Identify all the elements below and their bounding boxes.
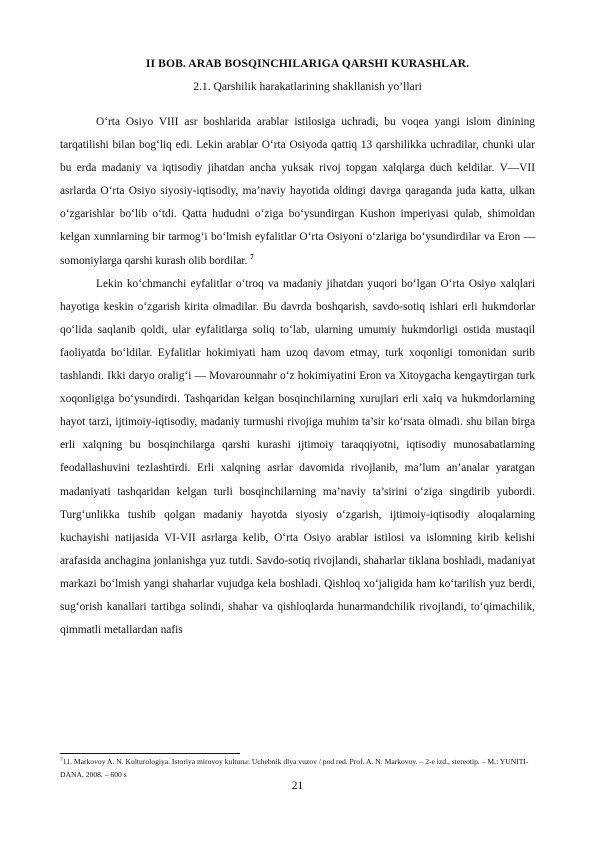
footnote-separator xyxy=(60,753,240,754)
footnote-text: 11. Markovoy A. N. Kulturologiya. Istoriya mirovoy kulturы: Uchebnik dlya vuzov / pod red. Prof. A. N. Markovoy. – 2-e izd., stereotip. – M.: YUNITI-DANA, 2008. – 600 s xyxy=(60,757,529,779)
footnote-marker: 7 xyxy=(60,757,63,763)
section-subheading: 2.1. Qarshilik harakatlarining shakllanish yo’llari xyxy=(193,80,422,93)
footnote-reference[interactable]: 7 xyxy=(250,252,254,261)
paragraph-2 xyxy=(60,273,535,643)
paragraph-1 xyxy=(60,111,535,273)
paragraph-1-text: O‘rta Osiyo VIII asr boshlarida arablar istilosiga uchradi, bu voqea yangi islom dinining tarqatilishi bilan bog‘liq edi. Lekin arablar O‘rta Osiyoda qattiq 13 qarshilikka uchradilar, chunki ular bu erda madaniy va iqtisodiy jihatdan ancha yuksak rivoj topgan xalqlarga duch keldilar. V—VII asrlarda O‘rta Osiyo siyosiy-iqtisodiy, ma’naviy hayotida oldingi davrga qaraganda juda katta, ulkan o‘zgarishlar bo‘lib o‘tdi. Qatta hududni o‘ziga bo‘ysundirgan Kushon imperiyasi qulab, shimoldan kelgan xunnlarning bir tarmog‘i bo‘lmish eyfalitlar O‘rta Osiyoni o‘zlariga bo‘ysundirdilar va Eron — somoniylarga qarshi kurash olib bordilar. xyxy=(60,116,535,267)
page-number: 21 xyxy=(291,780,304,792)
footnote xyxy=(60,756,536,781)
chapter-heading: II BOB. ARAB BOSQINCHILARIGA QARSHI KURASHLAR. xyxy=(145,57,470,70)
body-text xyxy=(60,111,535,642)
paragraph-2-text: Lekin ko‘chmanchi eyfalitlar o‘troq va madaniy jihatdan yuqori bo‘lgan O‘rta Osiyo xalqlari hayotiga keskin o‘zgarish kirita olmadilar. Bu davrda boshqarish, savdo-sotiq ishlari erli hukmdorlar qo‘lida saqlanib qoldi, ular eyfalitlarga soliq to‘lab, ularning umumiy hukmdorligi ostida mustaqil faoliyatda bo‘ldilar. Eyfalitlar hokimiyati ham uzoq davom etmay, turk xoqonligi tomonidan surib tashlandi. Ikki daryo oralig‘i — Movarounnahr o‘z hokimiyatini Eron va Xitoygacha kengaytirgan turk xoqonligiga bo‘ysundirdi. Tashqaridan kelgan bosqinchilarning xurujlari erli xalq va hukmdorlarning hayot tarzi, ijtimoiy-iqtisodiy, madaniy turmushi rivojiga muhim ta’sir ko‘rsata olmadi. shu bilan birga erli xalqning bu bosqinchilarga qarshi kurashi ijtimoiy taraqqiyotni, iqtisodiy munosabatlarning feodallashuvini tezlashtirdi. Erli xalqning asrlar davomida rivojlanib, ma’lum an’analar yaratgan madaniyati tashqaridan kelgan turli bosqinchilarning ma’naviy ta’sirini o‘ziga singdirib yubordi. Turg‘unlikka tushib qolgan madaniy hayotda siyosiy o‘zgarish, ijtimoiy-iqtisodiy aloqalarning kuchayishi natijasida VI-VII asrlarga kelib, O‘rta Osiyo arablar istilosi va islomning kirib kelishi arafasida anchagina jonlanishga yuz tutdi. Savdo-sotiq rivojlandi, shaharlar tiklana boshladi, madaniyat markazi bo‘lmish yangi shaharlar vujudga kela boshladi. Qishloq xo‘jaligida ham ko‘tarilish yuz berdi, sug‘orish kanallari tartibga solindi, shahar va qishloqlarda hunarmandchilik rivojlandi, to‘qimachilik, qimmatli metallardan nafis xyxy=(60,277,535,637)
